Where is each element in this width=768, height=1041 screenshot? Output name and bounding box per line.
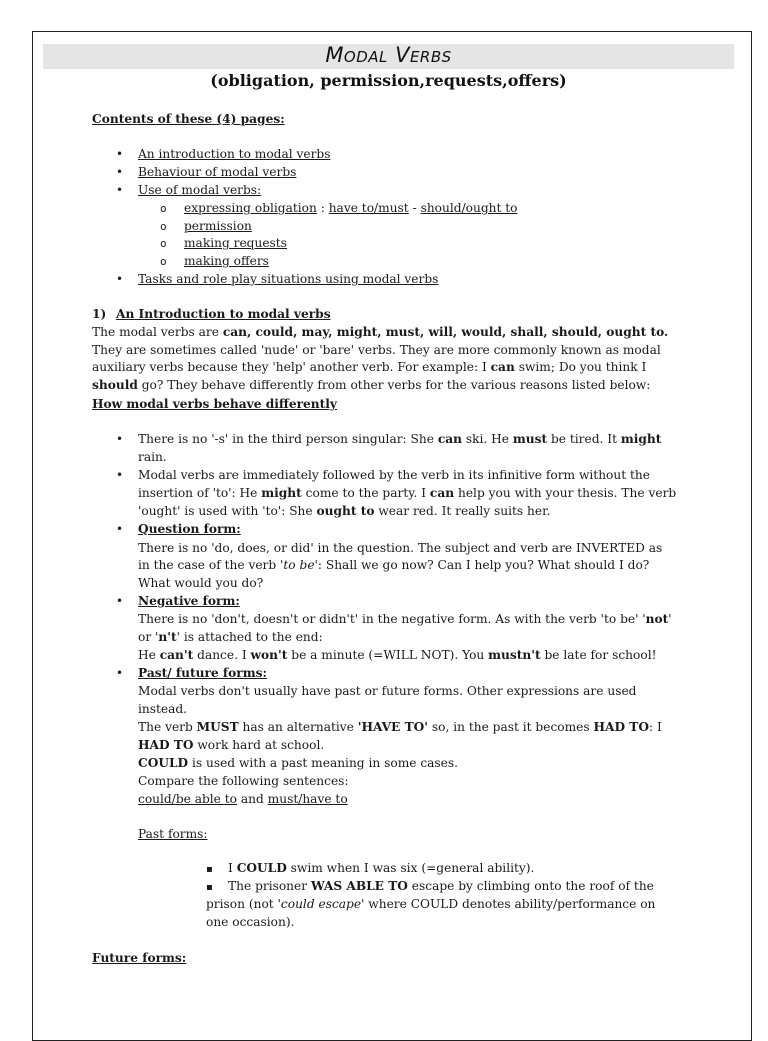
point-line: There is no '-s' in the third person singular: She can ski. He must be tired. It might [138,432,662,446]
square-bullet [206,878,213,897]
point-line: What would you do? [138,576,264,590]
sub-bullet [160,235,167,253]
example-line: The prisoner WAS ABLE TO escape by climbing onto the roof of the [228,879,654,893]
point-line: There is no 'don't, doesn't or didn't' in the negative form. As with the verb 'to be' 'not' [138,612,672,626]
bullet [116,271,123,289]
point-line: COULD is used with a past meaning in some cases. [138,756,459,770]
point-line: or 'n't' is attached to the end: [138,630,323,644]
section1-para-line: They are sometimes called 'nude' or 'bare' verbs. They are more commonly known as modal [92,343,661,357]
bullet [116,182,123,200]
contents-link-use[interactable]: Use of modal verbs: [138,183,262,197]
section1-heading: An Introduction to modal verbs [116,307,331,321]
section1-para-line: auxiliary verbs because they 'help' another verb. For example: I can swim; Do you think I [92,360,647,374]
contents-sub-obligation-line [184,200,518,218]
page-subtitle: (obligation, permission,requests,offers) [210,71,567,90]
point-line: The verb MUST has an alternative 'HAVE TO' so, in the past it becomes HAD TO: I [138,720,662,734]
contents-link-should-ought[interactable]: should/ought to [420,201,518,215]
contents-link-have-must[interactable]: have to/must [328,201,409,215]
point-line: He can't dance. I won't be a minute (=WILL NOT). You mustn't be late for school! [138,648,657,662]
bullet [116,593,123,611]
example-line: one occasion). [206,915,295,929]
example-line: prison (not 'could escape' where COULD denotes ability/performance on [206,897,656,911]
example-line: I COULD swim when I was six (=general ability). [228,861,535,875]
separator: - [408,201,421,215]
bullet [116,467,123,485]
point-line: rain. [138,450,167,464]
point-line: Modal verbs are immediately followed by the verb in its infinitive form without the [138,468,650,482]
past-future-heading: Past/ future forms: [138,666,267,680]
square-bullet [206,860,213,879]
bullet [116,146,123,164]
contents-link-intro[interactable]: An introduction to modal verbs [138,147,331,161]
link-could-be-able[interactable]: could/be able to [138,792,237,806]
section1-para-line: The modal verbs are can, could, may, might, must, will, would, shall, should, ought to. [92,325,669,339]
page-title: Modal Verbs [325,43,452,67]
point-line: could/be able to and must/have to [138,792,348,806]
point-line: insertion of 'to': He might come to the party. I can help you with your thesis. The verb [138,486,677,500]
bullet [116,665,123,683]
contents-link-offers[interactable]: making offers [184,254,269,268]
point-line: There is no 'do, does, or did' in the question. The subject and verb are INVERTED as [138,541,663,555]
link-must-have[interactable]: must/have to [267,792,348,806]
negative-form-heading: Negative form: [138,594,240,608]
point-line: Compare the following sentences: [138,774,349,788]
contents-link-obligation[interactable]: expressing obligation [184,201,317,215]
sub-bullet [160,253,167,271]
sub-bullet [160,200,167,218]
section1-para-line: should go? They behave differently from other verbs for the various reasons listed below: [92,378,651,392]
point-line: in the case of the verb 'to be': Shall we go now? Can I help you? What should I do? [138,558,650,572]
point-line: 'ought' is used with 'to': She ought to wear red. It really suits her. [138,504,551,518]
point-line: instead. [138,702,188,716]
contents-link-tasks[interactable]: Tasks and role play situations using modal verbs [138,272,439,286]
contents-link-behaviour[interactable]: Behaviour of modal verbs [138,165,297,179]
bullet [116,521,123,539]
contents-heading: Contents of these (4) pages: [92,112,285,126]
behave-heading: How modal verbs behave differently [92,397,337,411]
future-forms-heading: Future forms: [92,951,187,965]
point-line: Modal verbs don't usually have past or future forms. Other expressions are used [138,684,637,698]
sub-bullet [160,218,167,236]
contents-link-permission[interactable]: permission [184,219,252,233]
bullet [116,164,123,182]
point-line: HAD TO work hard at school. [138,738,325,752]
section1-number: 1) [92,307,107,321]
question-form-heading: Question form: [138,522,241,536]
separator: : [316,201,329,215]
past-forms-label: Past forms: [138,827,208,841]
contents-link-requests[interactable]: making requests [184,236,287,250]
bullet [116,431,123,449]
